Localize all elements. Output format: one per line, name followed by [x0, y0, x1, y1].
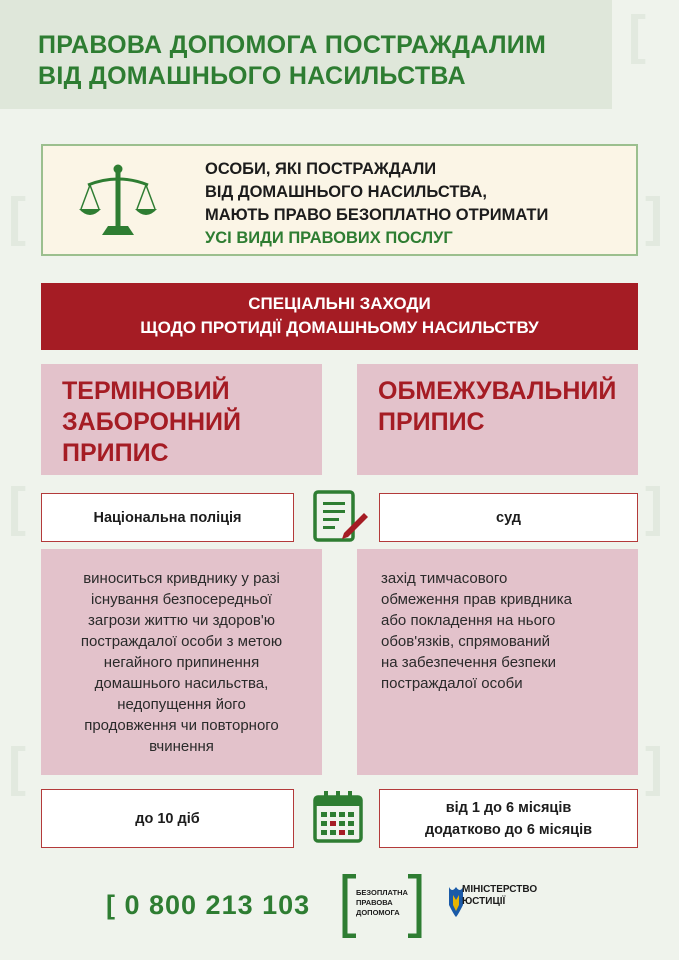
- banner-line-2: ЩОДО ПРОТИДІЇ ДОМАШНЬОМУ НАСИЛЬСТВУ: [140, 318, 539, 337]
- watermark-bracket: ]: [645, 187, 663, 247]
- authority-police: Національна поліція: [41, 493, 294, 542]
- description-line: постраждалої особи: [381, 675, 523, 692]
- watermark-bracket: ]: [645, 477, 663, 537]
- description-line: обов'язків, спрямований: [381, 633, 551, 650]
- free-legal-aid-logo-text: [356, 888, 416, 918]
- banner-line-1: СПЕЦІАЛЬНІ ЗАХОДИ: [248, 294, 431, 313]
- description-line: постраждалої особи з метою: [80, 633, 283, 650]
- heading-line: ПРИПИС: [62, 439, 169, 467]
- watermark-bracket: [: [8, 477, 26, 537]
- urgent-order-description: [41, 549, 322, 757]
- urgent-order-duration: до 10 діб: [41, 789, 294, 848]
- page-title: [38, 30, 598, 92]
- description-line: негайного припинення: [103, 654, 260, 671]
- ministry-of-justice-text: [462, 884, 562, 908]
- restraining-order-description: [357, 549, 638, 694]
- watermark-bracket: ]: [645, 737, 663, 797]
- heading-line: ПРИПИС: [378, 408, 485, 436]
- heading-line: ОБМЕЖУВАЛЬНИЙ: [378, 377, 617, 405]
- description-line: виноситься кривднику у разі: [83, 570, 280, 587]
- heading-line: ЗАБОРОННИЙ: [62, 408, 241, 436]
- document-pen-icon: [312, 489, 368, 545]
- description-line: обмеження прав кривдника: [381, 591, 573, 608]
- urgent-order-description-box: [41, 549, 322, 775]
- description-line: на забезпечення безпеки: [381, 654, 557, 671]
- authority-court: суд: [379, 493, 638, 542]
- notice-line-3: МАЮТЬ ПРАВО БЕЗОПЛАТНО ОТРИМАТИ: [205, 206, 549, 224]
- ministry-line: МІНІСТЕРСТВО: [462, 884, 538, 895]
- duration-line-1: від 1 до 6 місяців: [445, 799, 572, 816]
- rights-notice-text: [205, 158, 625, 250]
- notice-highlight: УСІ ВИДИ ПРАВОВИХ ПОСЛУГ: [205, 229, 453, 247]
- restraining-order-heading: [357, 364, 638, 438]
- logo-line: ПРАВОВА: [356, 898, 393, 907]
- restraining-order-duration: [379, 789, 638, 848]
- notice-line-2: ВІД ДОМАШНЬОГО НАСИЛЬСТВА,: [205, 183, 488, 201]
- restraining-order-heading-box: [357, 364, 638, 475]
- duration-line-2: додатково до 6 місяців: [424, 821, 593, 838]
- description-line: вчинення: [149, 738, 214, 755]
- logo-line: БЕЗОПЛАТНА: [356, 888, 408, 897]
- description-line: загрози життю чи здоров'ю: [88, 612, 275, 629]
- title-line-1: ПРАВОВА ДОПОМОГА ПОСТРАЖДАЛИМ: [38, 31, 547, 59]
- hotline-phone-number[interactable]: [ 0 800 213 103: [106, 890, 311, 920]
- logo-line: ДОПОМОГА: [356, 908, 400, 917]
- description-line: домашнього насильства,: [94, 675, 269, 692]
- watermark-bracket: [: [8, 737, 26, 797]
- watermark-bracket: [: [628, 5, 646, 65]
- watermark-bracket: [: [8, 187, 26, 247]
- title-line-2: ВІД ДОМАШНЬОГО НАСИЛЬСТВА: [38, 62, 466, 90]
- description-line: недопущення його: [117, 696, 246, 713]
- special-measures-banner: [41, 283, 638, 350]
- description-line: існування безпосередньої: [91, 591, 272, 608]
- description-line: продовження чи повторного: [84, 717, 279, 734]
- description-line: або покладення на нього: [381, 612, 556, 629]
- calendar-icon: [312, 790, 364, 844]
- restraining-order-description-box: [357, 549, 638, 775]
- urgent-order-heading: [41, 364, 322, 469]
- description-line: захід тимчасового: [381, 570, 508, 587]
- heading-line: ТЕРМІНОВИЙ: [62, 377, 230, 405]
- notice-line-1: ОСОБИ, ЯКІ ПОСТРАЖДАЛИ: [205, 160, 437, 178]
- urgent-order-heading-box: [41, 364, 322, 475]
- scales-of-justice-icon: [78, 163, 158, 239]
- ministry-line: ЮСТИЦІЇ: [462, 896, 506, 907]
